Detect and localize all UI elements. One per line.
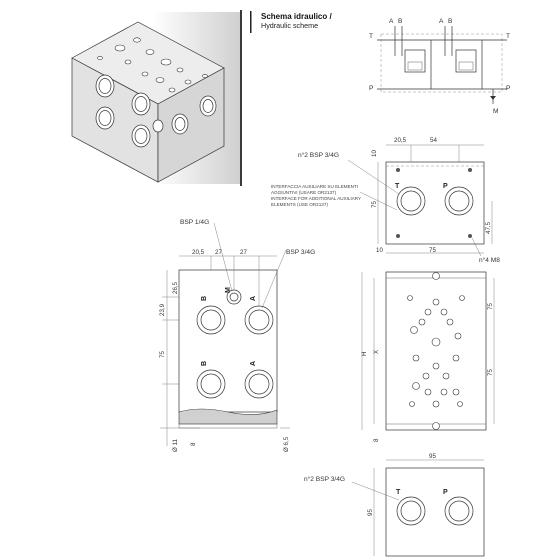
front-port-P: P <box>443 183 448 190</box>
scheme-P-right: P <box>506 85 511 92</box>
front-screw-callout: n°4 M8 <box>479 257 500 264</box>
side-dim-26-5: 26,5 <box>172 281 179 294</box>
bottom-port-P: P <box>443 489 448 496</box>
scheme-P-left: P <box>369 85 374 92</box>
scheme-port-B2: B <box>448 18 453 25</box>
interface-note-en-2: ELEMENTS (USE OR2137) <box>271 202 328 207</box>
side-dim-75: 75 <box>159 351 166 358</box>
side-dim-8: 8 <box>190 442 197 446</box>
bottom-thread-callout: n°2 BSP 3/4G <box>304 476 346 483</box>
plan-dim-75-bottom: 75 <box>487 369 494 376</box>
scheme-M: M <box>493 108 499 115</box>
interface-note-en-1: INTERFACE FOR ADDITIONAL AUXILIARY <box>271 196 362 201</box>
bottom-dim-95-side: 95 <box>367 509 374 516</box>
side-dim-11: Ø 11 <box>172 439 179 452</box>
plan-dim-X: X <box>373 349 380 354</box>
plan-view <box>361 272 494 442</box>
side-port-A-top: A <box>250 295 257 301</box>
interface-note-it-2: AGGIUNTIVI (USARE OR2137) <box>271 190 337 195</box>
hydraulic-scheme <box>250 11 511 115</box>
side-dim-27-a: 27 <box>215 249 222 256</box>
front-dim-20-5: 20,5 <box>394 137 407 144</box>
side-port-M: M <box>225 287 232 293</box>
interface-note-it-1: INTERFACCIA AUSILIARE SU ELEMENTI <box>271 184 359 189</box>
side-port-A-bottom: A <box>250 360 257 366</box>
front-view <box>271 137 500 264</box>
plan-dim-75-top: 75 <box>487 303 494 310</box>
scheme-enclosure <box>381 34 502 92</box>
scheme-port-A2: A <box>439 18 444 25</box>
front-dim-10-top: 10 <box>371 150 378 157</box>
side-bsp-34-callout: BSP 3/4G <box>286 249 316 256</box>
scheme-port-A1: A <box>389 18 394 25</box>
bottom-view <box>304 453 484 556</box>
bottom-port-T: T <box>396 489 401 496</box>
side-view <box>159 219 315 452</box>
front-dim-75-bottom: 75 <box>429 247 436 254</box>
side-dim-23-9: 23,9 <box>159 303 166 316</box>
front-dim-47-5: 47,5 <box>485 221 492 234</box>
scheme-title: Schema idraulico / <box>261 12 332 21</box>
side-dim-6-5: Ø 6,5 <box>283 436 290 452</box>
side-port-B-bottom: B <box>201 360 208 366</box>
scheme-T-right: T <box>506 33 511 40</box>
plan-dim-H: H <box>361 351 368 356</box>
scheme-T-left: T <box>369 33 374 40</box>
plan-dim-8: 8 <box>373 438 380 442</box>
front-thread-callout: n°2 BSP 3/4G <box>298 152 340 159</box>
front-dim-10-bottom: 10 <box>376 247 383 254</box>
bottom-dim-95-top: 95 <box>429 453 436 460</box>
front-dim-75-left: 75 <box>371 201 378 208</box>
front-dim-54: 54 <box>430 137 437 144</box>
side-bsp-14-callout: BSP 1/4G <box>180 219 210 226</box>
side-dim-27-b: 27 <box>240 249 247 256</box>
front-port-T: T <box>395 183 400 190</box>
side-port-B-top: B <box>201 295 208 301</box>
scheme-subtitle: Hydraulic scheme <box>261 21 319 30</box>
scheme-port-B1: B <box>398 18 403 25</box>
isometric-block-render <box>42 10 242 186</box>
side-dim-20-5: 20,5 <box>192 249 205 256</box>
